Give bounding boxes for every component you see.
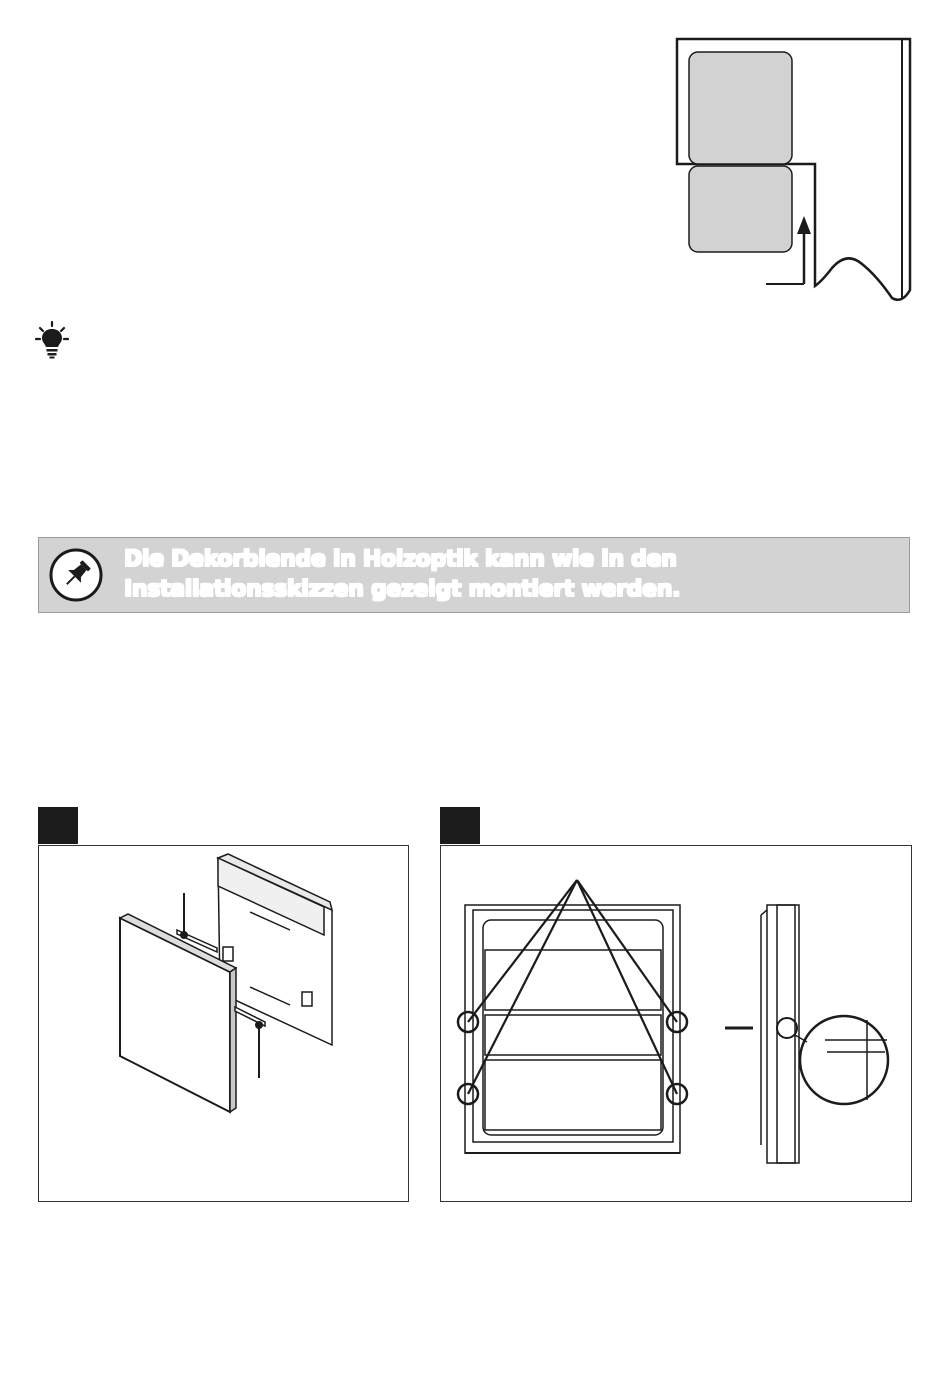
slide-arrow-head xyxy=(797,216,811,234)
door-side-view xyxy=(767,905,795,1163)
step-1-badge xyxy=(38,807,78,844)
step-2-badge xyxy=(440,807,480,844)
lower-panel xyxy=(689,166,792,252)
lightbulb-icon xyxy=(34,320,70,360)
step-1-illustration xyxy=(100,850,350,1120)
cabinet-door-diagram xyxy=(672,36,922,306)
step-2-illustration xyxy=(455,870,905,1170)
pushpin-icon xyxy=(48,547,104,603)
detail-magnifier xyxy=(800,1016,888,1104)
note-text: Die Dekorblende in Holzoptik kann wie in den Installationsskizzen gezeigt montiert werden. xyxy=(124,547,681,602)
upper-panel xyxy=(689,52,792,164)
